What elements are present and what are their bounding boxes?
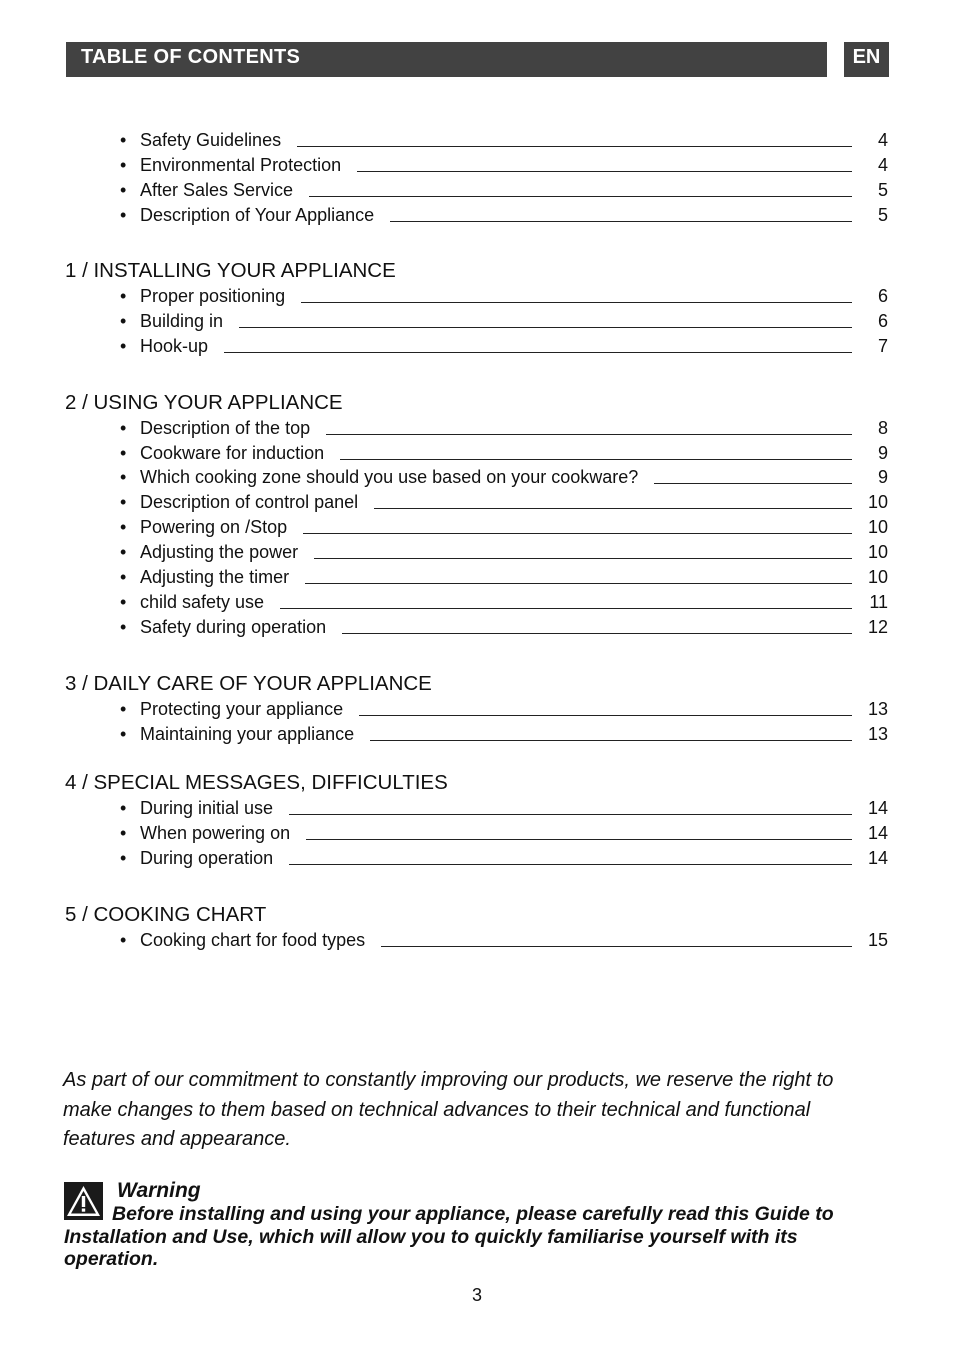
toc-entry-label: Adjusting the power (140, 542, 299, 562)
toc-entry[interactable] (120, 796, 888, 821)
bullet-icon: • (120, 542, 127, 562)
toc-entry[interactable] (120, 465, 888, 490)
bullet-icon: • (120, 699, 127, 719)
toc-entry-label: Environmental Protection (140, 155, 342, 175)
toc-entry[interactable] (120, 540, 888, 565)
toc-entry-label: child safety use (140, 592, 265, 612)
leader-line (289, 864, 852, 865)
toc-entry-label: After Sales Service (140, 180, 294, 200)
toc-entry[interactable] (120, 615, 888, 640)
page-number: 3 (471, 1285, 482, 1305)
toc-entry[interactable] (120, 722, 888, 747)
toc-entry[interactable] (120, 846, 888, 871)
leader-line (289, 814, 852, 815)
leader-line (309, 196, 852, 197)
warning-title: Warning (117, 1179, 201, 1202)
bullet-icon: • (120, 592, 127, 612)
improvement-notice: As part of our commitment to constantly improving our products, we reserve the right to make changes to them based on technical advances to their technical and functional features and appearance. (63, 1069, 834, 1150)
warning-text: Before installing and using your appliance, please carefully read this Guide to Installation and Use, which will allow you to quickly familiarise yourself with its operation. (64, 1203, 834, 1270)
leader-line (654, 483, 852, 484)
toc-entry-label: Description of control panel (140, 492, 359, 512)
leader-line (297, 146, 852, 147)
toc-entry[interactable] (120, 203, 888, 228)
toc-entry-page: 10 (867, 517, 888, 537)
toc-entry-label: Safety Guidelines (140, 130, 282, 150)
toc-entry[interactable] (120, 697, 888, 722)
toc-entry[interactable] (120, 284, 888, 309)
bullet-icon: • (120, 336, 127, 356)
leader-line (305, 583, 852, 584)
toc-entry[interactable] (120, 153, 888, 178)
section-heading: 4 / SPECIAL MESSAGES, DIFFICULTIES (65, 771, 448, 794)
leader-line (390, 221, 852, 222)
toc-entry-page: 12 (867, 617, 888, 637)
toc-entry-page: 14 (867, 798, 888, 818)
toc-entry[interactable] (120, 515, 888, 540)
leader-line (280, 608, 852, 609)
toc-entry-label: Proper positioning (140, 286, 286, 306)
section-heading: 3 / DAILY CARE OF YOUR APPLIANCE (65, 672, 432, 695)
toc-entry-page: 14 (867, 848, 888, 868)
toc-entry-label: Description of Your Appliance (140, 205, 375, 225)
toc-entry-page: 6 (877, 286, 888, 306)
header-title: TABLE OF CONTENTS (66, 42, 827, 77)
bullet-icon: • (120, 798, 127, 818)
toc-entry[interactable] (120, 416, 888, 441)
toc-entry-label: Maintaining your appliance (140, 724, 355, 744)
toc-entry[interactable] (120, 128, 888, 153)
section-heading: 5 / COOKING CHART (65, 903, 267, 926)
language-badge: EN (844, 42, 889, 77)
toc-entry-page: 10 (867, 492, 888, 512)
toc-entry-page: 9 (877, 443, 888, 463)
bullet-icon: • (120, 155, 127, 175)
toc-entry-page: 9 (877, 467, 888, 487)
bullet-icon: • (120, 311, 127, 331)
toc-entry[interactable] (120, 178, 888, 203)
bullet-icon: • (120, 180, 127, 200)
leader-line (357, 171, 852, 172)
toc-entry-page: 10 (867, 567, 888, 587)
toc-entry-page: 13 (867, 724, 888, 744)
bullet-icon: • (120, 492, 127, 512)
leader-line (359, 715, 852, 716)
leader-line (374, 508, 852, 509)
leader-line (314, 558, 852, 559)
toc-entry-label: Cookware for induction (140, 443, 325, 463)
toc-entry-label: When powering on (140, 823, 291, 843)
toc-entry[interactable] (120, 565, 888, 590)
bullet-icon: • (120, 286, 127, 306)
leader-line (381, 946, 852, 947)
toc-entry[interactable] (120, 590, 888, 615)
leader-line (326, 434, 852, 435)
section-heading: 2 / USING YOUR APPLIANCE (65, 391, 343, 414)
leader-line (370, 740, 852, 741)
toc-entry-page: 4 (877, 130, 888, 150)
toc-entry-page: 10 (867, 542, 888, 562)
toc-entry[interactable] (120, 821, 888, 846)
toc-entry[interactable] (120, 490, 888, 515)
bullet-icon: • (120, 823, 127, 843)
bullet-icon: • (120, 443, 127, 463)
bullet-icon: • (120, 467, 127, 487)
toc-entry[interactable] (120, 928, 888, 953)
toc-entry-label: During initial use (140, 798, 274, 818)
toc-entry-label: Protecting your appliance (140, 699, 344, 719)
toc-entry-page: 6 (877, 311, 888, 331)
leader-line (303, 533, 852, 534)
leader-line (224, 352, 852, 353)
toc-entry-label: Which cooking zone should you use based on your cookware? (140, 467, 639, 487)
toc-entry[interactable] (120, 334, 888, 359)
leader-line (340, 459, 852, 460)
leader-line (342, 633, 852, 634)
toc-entry-page: 4 (877, 155, 888, 175)
toc-entry-page: 15 (867, 930, 888, 950)
toc-entry-page: 5 (877, 205, 888, 225)
bullet-icon: • (120, 617, 127, 637)
toc-entry-label: Hook-up (140, 336, 209, 356)
bullet-icon: • (120, 724, 127, 744)
toc-entry[interactable] (120, 309, 888, 334)
section-heading: 1 / INSTALLING YOUR APPLIANCE (65, 259, 396, 282)
bullet-icon: • (120, 418, 127, 438)
toc-entry[interactable] (120, 441, 888, 466)
bullet-icon: • (120, 930, 127, 950)
bullet-icon: • (120, 130, 127, 150)
toc-entry-label: Powering on /Stop (140, 517, 288, 537)
leader-line (306, 839, 852, 840)
toc-entry-page: 11 (869, 592, 888, 612)
toc-entry-page: 13 (867, 699, 888, 719)
toc-entry-label: Safety during operation (140, 617, 327, 637)
toc-entry-label: Adjusting the timer (140, 567, 290, 587)
toc-entry-page: 14 (867, 823, 888, 843)
leader-line (301, 302, 852, 303)
bullet-icon: • (120, 205, 127, 225)
toc-entry-label: During operation (140, 848, 274, 868)
toc-entry-label: Description of the top (140, 418, 311, 438)
toc-entry-page: 5 (877, 180, 888, 200)
bullet-icon: • (120, 567, 127, 587)
toc-entry-label: Building in (140, 311, 224, 331)
bullet-icon: • (120, 517, 127, 537)
toc-entry-label: Cooking chart for food types (140, 930, 366, 950)
toc-entry-page: 7 (877, 336, 888, 356)
leader-line (239, 327, 852, 328)
toc-entry-page: 8 (877, 418, 888, 438)
bullet-icon: • (120, 848, 127, 868)
